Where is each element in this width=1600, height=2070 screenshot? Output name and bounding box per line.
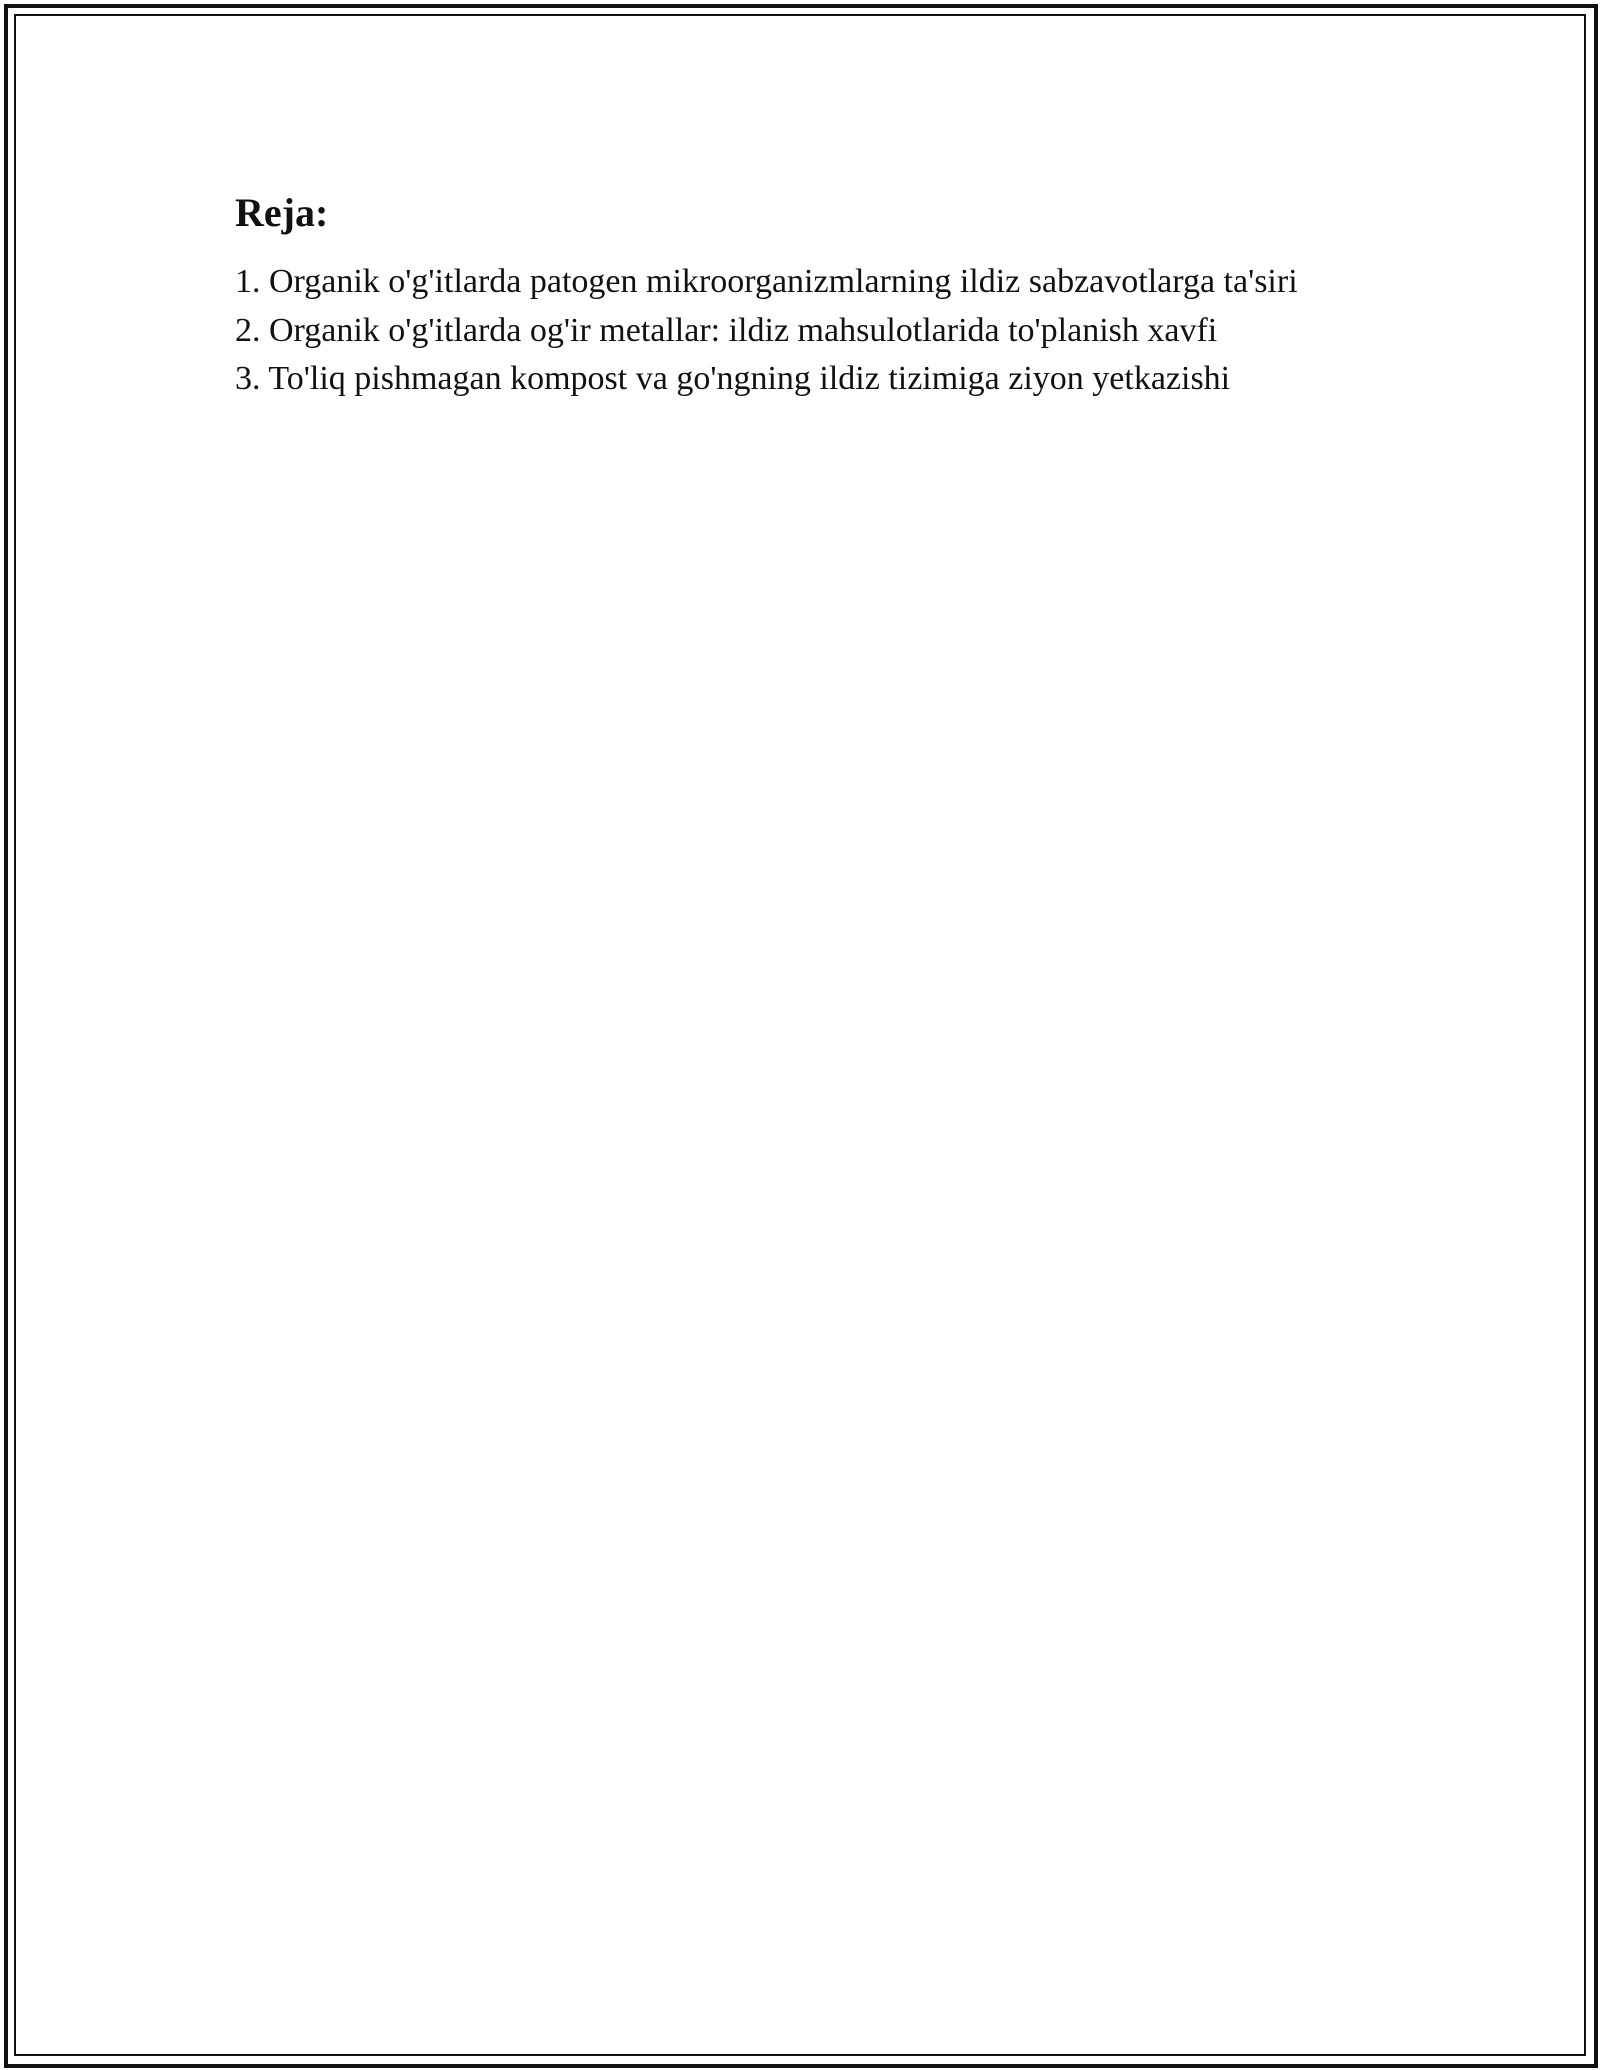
plan-item-text: To'liq pishmagan kompost va go'ngning ildiz tizimiga ziyon yetkazishi: [268, 360, 1231, 397]
plan-heading: Reja:: [235, 190, 329, 235]
plan-item-text: Organik o'g'itlarda patogen mikroorganizmlarning ildiz sabzavotlarga ta'siri: [269, 263, 1298, 300]
plan-item-number: 1.: [235, 263, 261, 300]
plan-item-1: [235, 258, 1305, 307]
document-body: [235, 188, 1365, 404]
plan-item-number: 3.: [235, 360, 261, 397]
plan-item-number: 2.: [235, 311, 261, 349]
plan-item-3: [235, 355, 1365, 404]
plan-item-text: Organik o'g'itlarda og'ir metallar: ildiz mahsulotlarida to'planish xavfi: [269, 311, 1218, 349]
plan-item-2: [235, 307, 1365, 356]
plan-list: [235, 258, 1365, 404]
